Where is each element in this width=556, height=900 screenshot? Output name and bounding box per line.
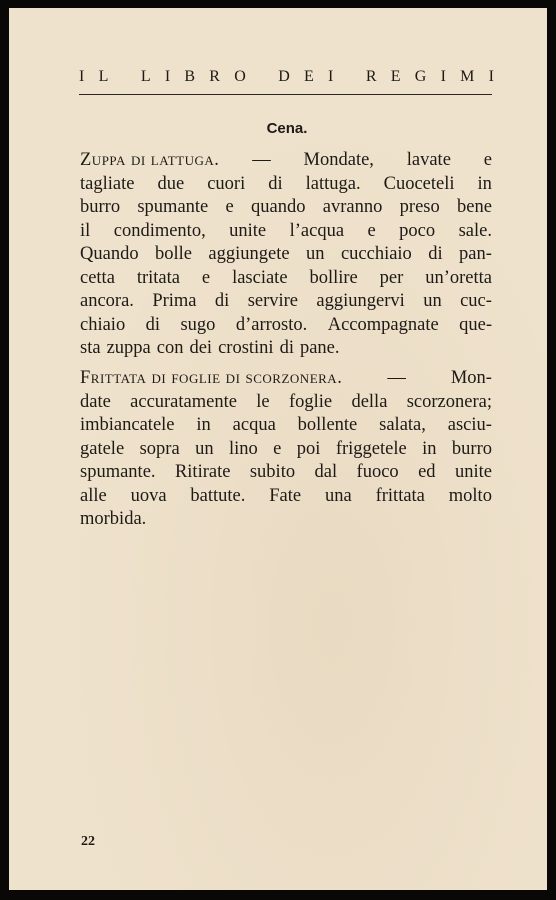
word: cetta: [80, 267, 115, 288]
word: d’arrosto.: [235, 314, 308, 335]
running-head-letter: E: [304, 68, 314, 85]
word: molto: [448, 485, 492, 506]
word: alle: [80, 485, 107, 506]
word: avranno: [322, 197, 383, 217]
word: chiaio: [80, 314, 126, 335]
running-head-letter: M: [460, 68, 475, 85]
word: bollente: [297, 415, 358, 435]
word: dei: [189, 338, 213, 358]
word: bolle: [155, 244, 192, 264]
word: unite: [229, 220, 267, 241]
word: crostini: [218, 338, 274, 358]
word: frittata: [375, 485, 425, 506]
word: —: [387, 368, 406, 388]
text-line: [80, 414, 492, 438]
word: un: [423, 291, 442, 311]
text-line: [80, 485, 492, 509]
word: sale.: [458, 220, 492, 241]
word: asciu-: [447, 415, 492, 435]
word: quando: [251, 197, 306, 217]
word: sta: [80, 338, 101, 358]
running-head-letter: [348, 68, 352, 86]
word: servire: [247, 291, 299, 311]
word: que-: [459, 314, 492, 335]
running-head-letter: R: [365, 68, 377, 85]
running-head-letter: D: [278, 68, 290, 85]
recipe-title: Frittata di foglie di scorzonera.: [80, 368, 343, 388]
running-head-letter: B: [184, 68, 196, 85]
word: Cuoceteli: [383, 173, 455, 194]
word: lasciate: [232, 267, 288, 288]
text-line: [80, 220, 492, 244]
word: scorzonera;: [406, 391, 492, 412]
word: date: [80, 391, 111, 412]
word: di: [268, 173, 283, 194]
word: di: [428, 244, 443, 264]
word: il: [80, 220, 91, 241]
word: un: [195, 438, 214, 459]
word: e: [201, 267, 211, 288]
word: salata,: [379, 415, 426, 435]
word: poco: [399, 220, 436, 241]
word: due: [157, 173, 185, 194]
word: dal: [314, 462, 338, 482]
word: una: [325, 485, 352, 506]
running-head-letter: E: [390, 68, 401, 85]
running-head-letter: G: [414, 68, 427, 85]
book-page: [9, 8, 547, 890]
word: battute.: [190, 485, 246, 506]
word: imbiancatele: [80, 415, 175, 435]
running-head-letter: R: [209, 68, 220, 85]
word: di: [214, 291, 230, 311]
word: tritata: [136, 267, 180, 288]
running-head: [79, 68, 494, 86]
word: ed: [418, 462, 436, 482]
page-number: 22: [81, 834, 95, 849]
word: sopra: [139, 438, 180, 459]
word: burro: [80, 197, 121, 217]
word: lino: [228, 438, 258, 459]
header-rule: [79, 94, 492, 95]
section-title: Cena.: [266, 120, 308, 137]
word: e: [483, 150, 492, 170]
word: cuori: [207, 173, 246, 194]
recipe-zuppa-di-lattuga: [80, 149, 492, 361]
text-line: [80, 149, 492, 173]
running-head-letter: L: [98, 68, 109, 85]
word: aggiungervi: [316, 291, 405, 311]
running-head-letter: I: [488, 68, 494, 85]
word: Quando: [80, 244, 139, 264]
word: in: [422, 438, 437, 459]
running-head-letter: I: [164, 68, 171, 85]
word: poi: [296, 438, 321, 459]
word: Accompagnate: [327, 314, 439, 335]
word: di: [145, 314, 161, 335]
running-head-letter: I: [440, 68, 446, 85]
running-head-letter: I: [79, 68, 85, 85]
word: ancora.: [80, 291, 134, 311]
word: Ritirate: [174, 462, 231, 482]
word: bene: [457, 197, 492, 217]
word: —: [252, 150, 271, 170]
word: cuc-: [460, 291, 492, 311]
word: unite: [454, 462, 492, 482]
word: morbida.: [80, 509, 147, 529]
running-head-letter: O: [234, 68, 246, 85]
word: e: [273, 438, 282, 459]
text-line: [80, 314, 492, 338]
word: della: [351, 391, 388, 412]
running-head-letter: L: [140, 68, 151, 85]
text-line: [80, 391, 492, 415]
word: bollire: [309, 267, 358, 288]
word: subito: [249, 462, 296, 482]
word: un’oretta: [425, 267, 492, 288]
text-line: [80, 290, 492, 314]
text-line: [80, 438, 492, 462]
word: un: [306, 244, 325, 264]
word: per: [379, 267, 404, 288]
text-line: [80, 243, 492, 267]
word: Mon-: [450, 368, 492, 388]
word: di: [279, 338, 294, 358]
running-head-letter: [260, 68, 264, 86]
word: uova: [130, 485, 167, 506]
text-line: [80, 196, 492, 220]
running-head-letter: [123, 68, 127, 86]
recipe-frittata-di-foglie-di-scorzonera: [80, 367, 492, 532]
word: lavate: [406, 150, 451, 170]
word: le: [256, 391, 270, 412]
recipe-title: Zuppa di lattuga.: [80, 150, 220, 170]
word: Prima: [152, 291, 197, 311]
running-head-letter: I: [328, 68, 334, 85]
word: sugo: [180, 314, 216, 335]
word: fuoco: [356, 462, 399, 482]
word: acqua: [232, 415, 276, 435]
word: pan-: [459, 244, 492, 264]
word: in: [477, 173, 492, 194]
word: aggiungete: [208, 244, 290, 264]
word: preso: [399, 197, 440, 217]
word: friggetele: [335, 438, 407, 459]
word: accuratamente: [130, 391, 237, 412]
word: l’acqua: [289, 220, 345, 241]
word: Fate: [269, 485, 302, 506]
text-line: [80, 367, 492, 391]
word: Mondate,: [303, 150, 374, 170]
word: zuppa: [106, 338, 151, 358]
text-line: [80, 173, 492, 197]
text-line: [80, 508, 492, 532]
text-line: [80, 267, 492, 291]
word: e: [225, 197, 234, 217]
word: e: [367, 220, 376, 241]
word: condimento,: [113, 220, 206, 241]
text-line: [80, 337, 492, 361]
word: in: [196, 415, 211, 435]
word: lattuga.: [305, 173, 361, 194]
word: spumante.: [80, 462, 156, 482]
word: spumante: [137, 197, 209, 217]
word: foglie: [288, 391, 333, 412]
word: pane.: [299, 338, 340, 358]
word: gatele: [80, 438, 125, 459]
word: con: [156, 338, 184, 358]
text-line: [80, 461, 492, 485]
word: burro: [451, 438, 492, 459]
word: cucchiaio: [340, 244, 412, 264]
word: tagliate: [80, 173, 135, 194]
